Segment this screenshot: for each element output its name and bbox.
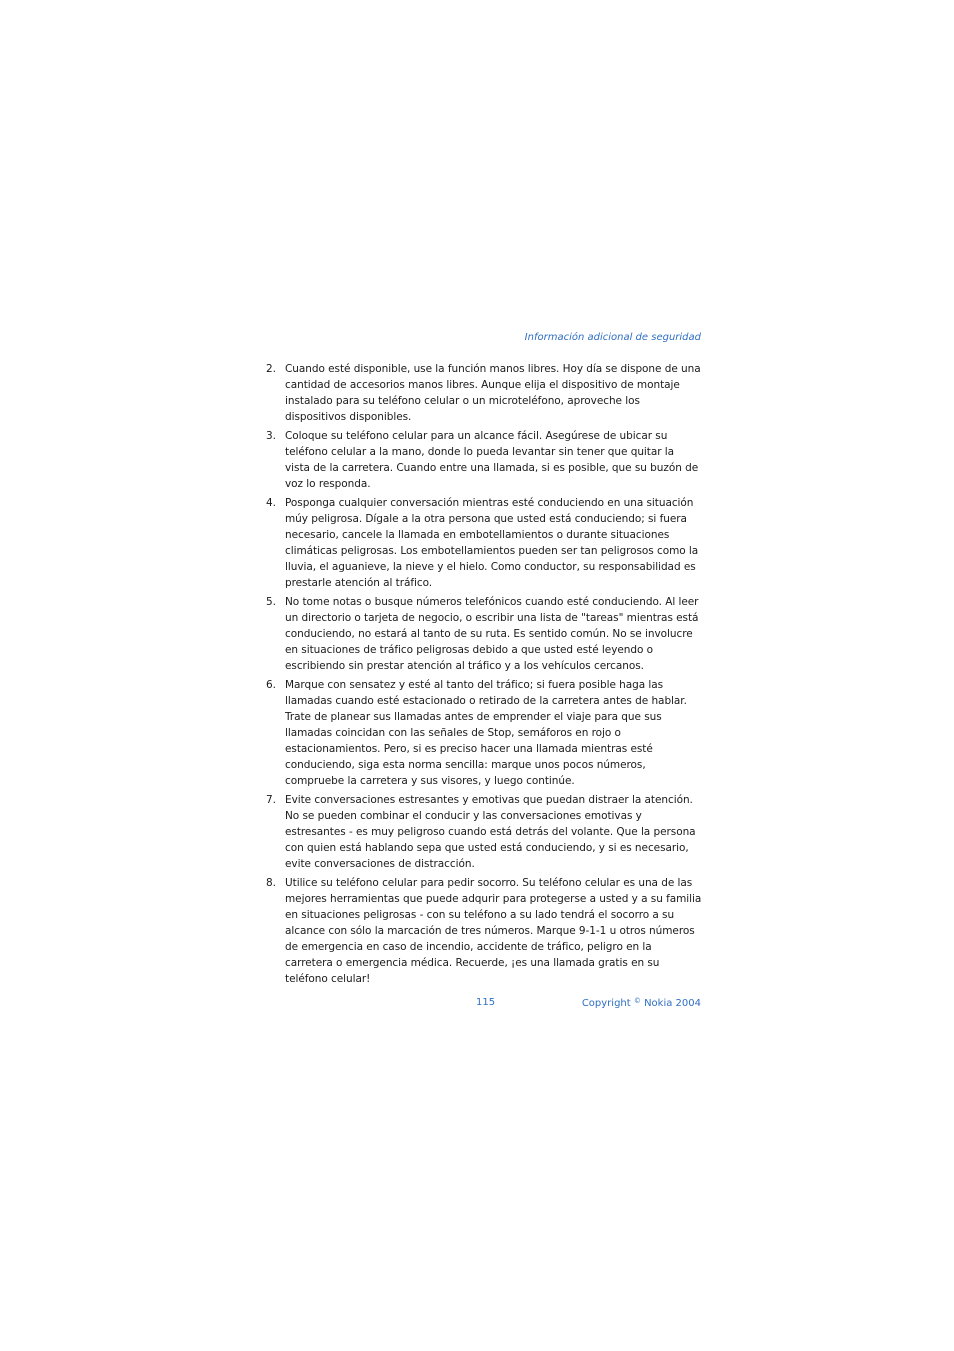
copyright-notice <box>582 997 701 1009</box>
list-item-number: 2. <box>266 363 277 375</box>
section-header: Información adicional de seguridad <box>524 332 701 343</box>
list-item <box>266 677 702 789</box>
list-item <box>266 594 702 674</box>
list-item <box>266 361 702 425</box>
page-number: 115 <box>476 997 496 1008</box>
list-item-number: 6. <box>266 679 277 691</box>
list-item-number: 7. <box>266 794 277 806</box>
list-item-text: Coloque su teléfono celular para un alcance fácil. Asegúrese de ubicar su teléfono celular a la mano, donde lo pueda levantar sin tener que quitar la vista de la carretera. Cuando entre una llamada, si es posible, que su buzón de voz lo responda. <box>285 430 699 490</box>
list-item-text: No tome notas o busque números telefónicos cuando esté conduciendo. Al leer un directorio o tarjeta de negocio, o escribir una lista de "tareas" mientras está conduciendo, no estará al tanto de su ruta. Es sentido común. No se involucre en situaciones de tráfico peligrosas debido a que usted esté leyendo o escribiendo sin prestar atención al tráfico y a los vehículos cercanos. <box>285 596 699 672</box>
list-item <box>266 875 702 987</box>
list-item-text: Cuando esté disponible, use la función manos libres. Hoy día se dispone de una cantidad de accesorios manos libres. Aunque elija el dispositivo de montaje instalado para su teléfono celular o un microteléfono, aproveche los dispositivos disponibles. <box>285 363 701 423</box>
copyright-symbol: © <box>633 997 641 1005</box>
list-item-text: Utilice su teléfono celular para pedir socorro. Su teléfono celular es una de las mejores herramientas que puede adqurir para protegerse a usted y a su familia en situaciones peligrosas - con su teléfono a su lado tendrá el socorro a su alcance con sólo la marcación de tres números. Marque 9-1-1 u otros números de emergencia en caso de incendio, accidente de tráfico, peligro en la carretera o emergencia médica. Recuerde, ¡es una llamada gratis en su teléfono celular! <box>285 877 702 985</box>
list-item-text: Marque con sensatez y esté al tanto del tráfico; si fuera posible haga las llamadas cuando esté estacionado o retirado de la carretera antes de hablar. Trate de planear sus llamadas antes de emprender el viaje para que sus llamadas coincidan con las señales de Stop, semáforos en rojo o estacionamientos. Pero, si es preciso hacer una llamada mientras esté conduciendo, siga esta norma sencilla: marque unos pocos números, compruebe la carretera y sus visores, y luego continúe. <box>285 679 687 787</box>
list-item-number: 8. <box>266 877 277 889</box>
list-item-number: 4. <box>266 497 277 509</box>
list-item-number: 3. <box>266 430 277 442</box>
list-item-text: Posponga cualquier conversación mientras esté conduciendo en una situación múy peligrosa. Dígale a la otra persona que usted está conduciendo; si fuera necesario, cancele la llamada en embotellamientos o durante situaciones climáticas peligrosas. Los embotellamientos pueden ser tan peligrosos como la lluvia, el aguanieve, la nieve y el hielo. Como conductor, su responsabilidad es prestarle atención al tráfico. <box>285 497 699 589</box>
copyright-prefix: Copyright <box>581 998 631 1009</box>
list-item <box>266 428 702 492</box>
copyright-suffix: Nokia 2004 <box>644 998 701 1009</box>
list-item <box>266 792 702 872</box>
numbered-list <box>266 361 702 990</box>
list-item-text: Evite conversaciones estresantes y emotivas que puedan distraer la atención. No se pueden combinar el conducir y las conversaciones emotivas y estresantes - es muy peligroso cuando está detrás del volante. Que la persona con quien está hablando sepa que usted está conduciendo, y si es necesario, evite conversaciones de distracción. <box>285 794 696 870</box>
list-item <box>266 495 702 591</box>
list-item-number: 5. <box>266 596 277 608</box>
